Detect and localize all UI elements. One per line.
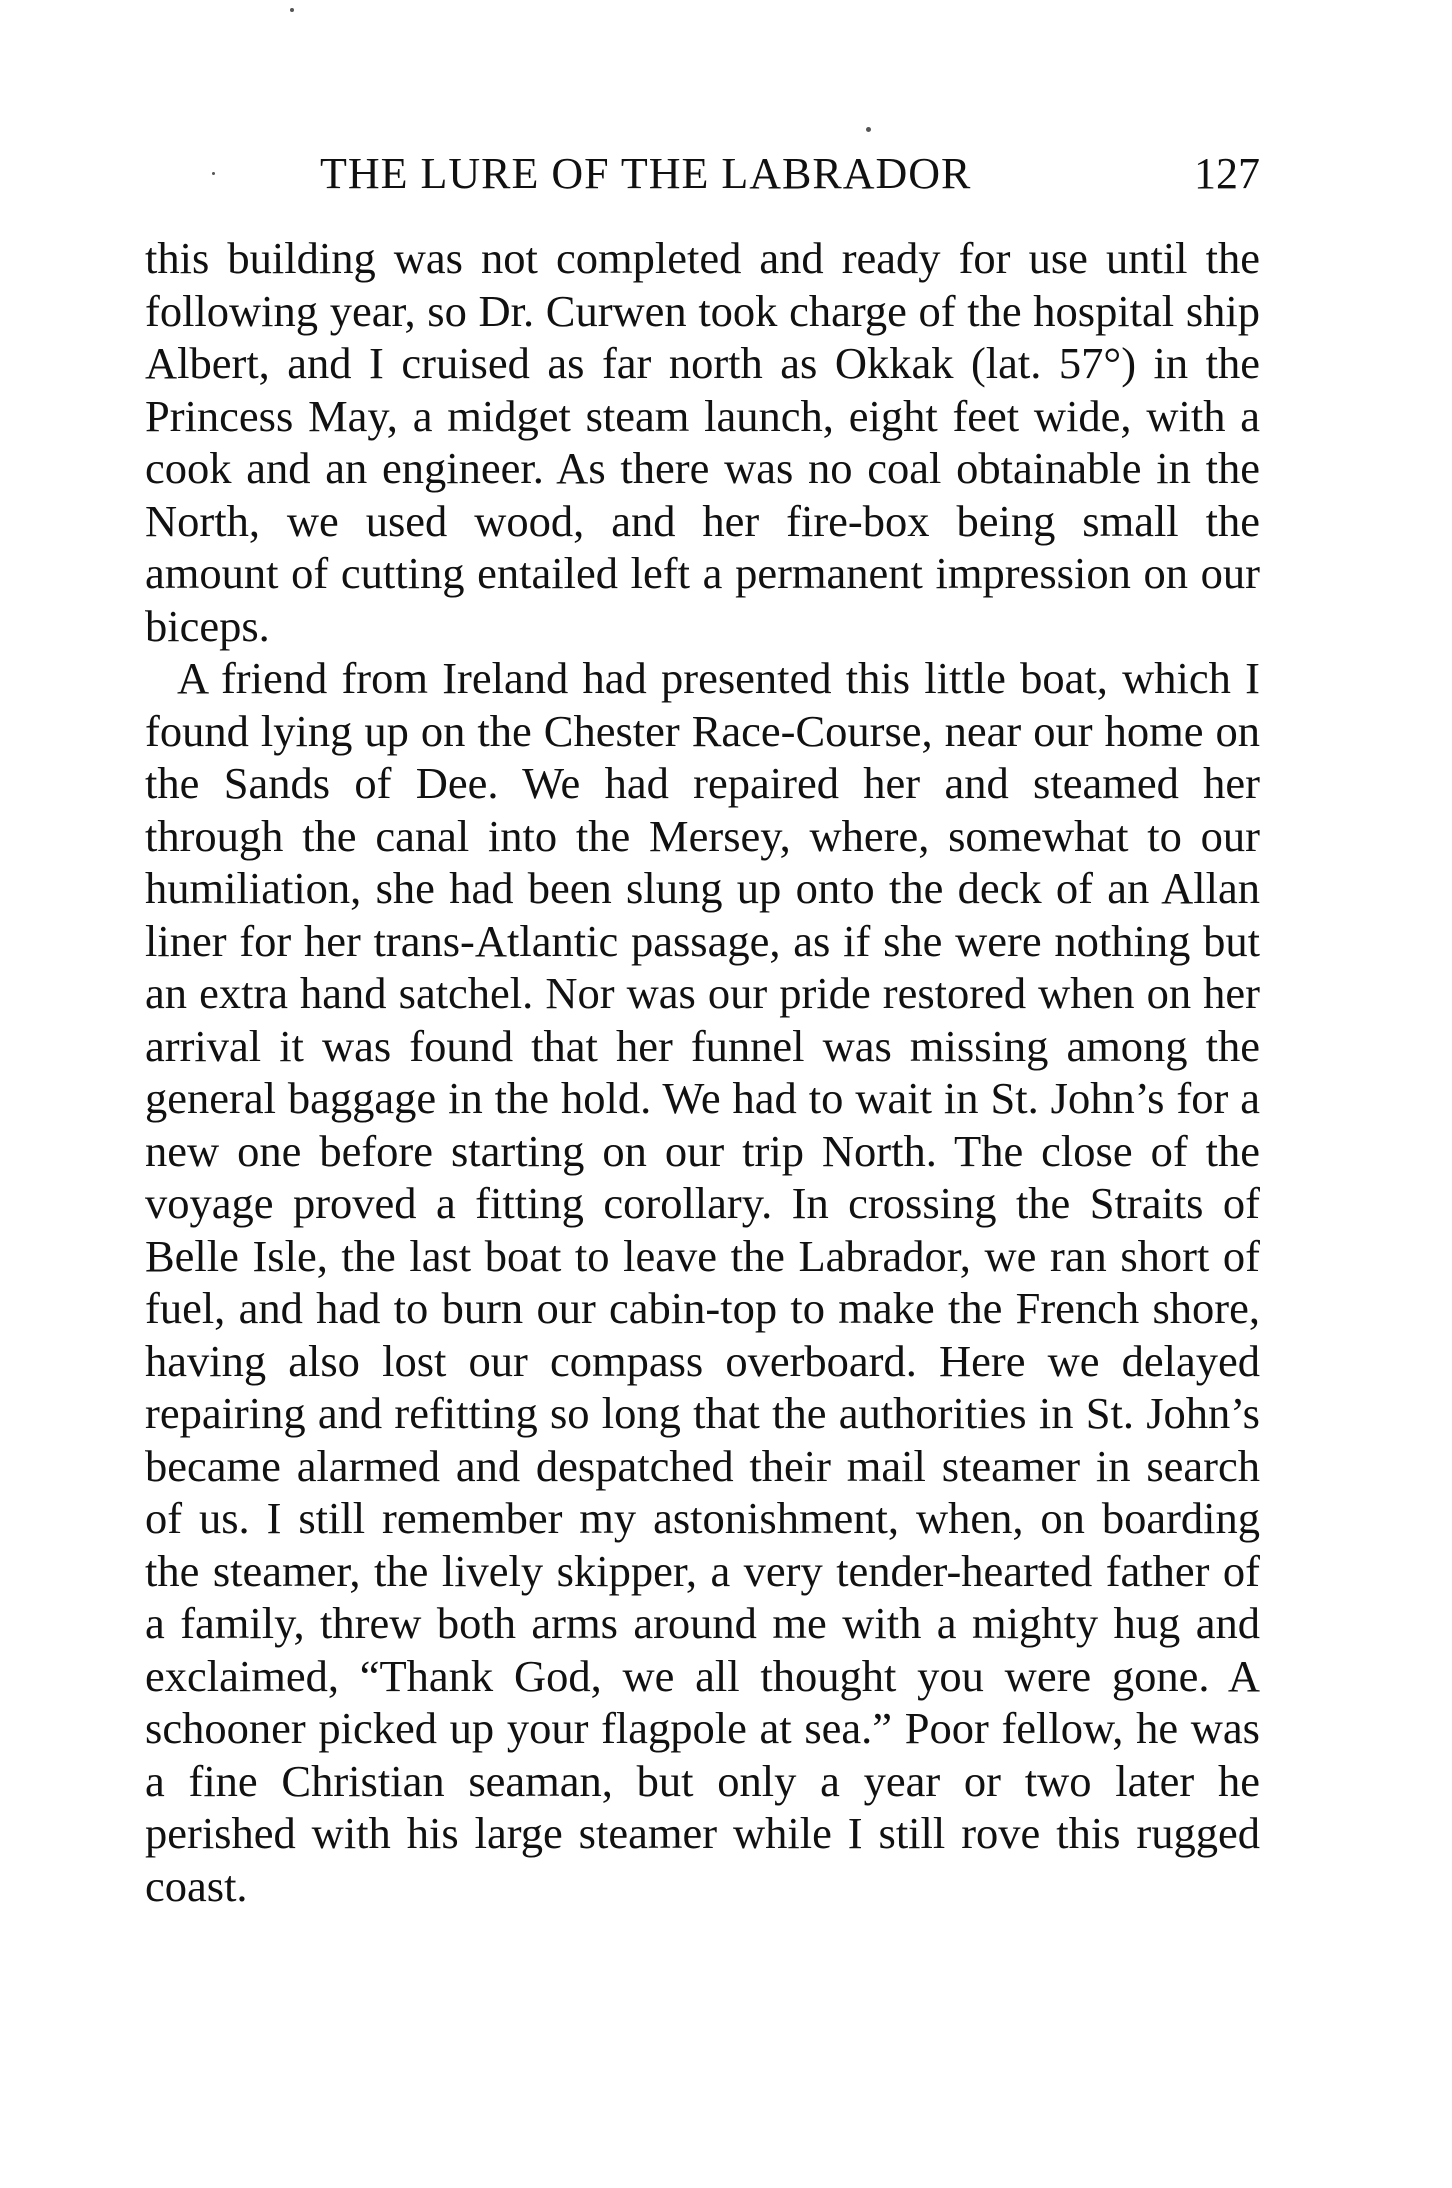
print-speck <box>290 8 294 12</box>
print-speck <box>866 127 871 132</box>
running-title: THE LURE OF THE LABRADOR <box>320 149 972 198</box>
paragraph: A friend from Ireland had presented this little boat, which I found lying up on the Chester Race-Course, near our home on the Sands of Dee. We had repaired her and steamed her through the canal into the Mersey, where, somewhat to our humiliation, she had been slung up onto the deck of an Allan liner for her trans-Atlantic passage, as if she were nothing but an extra hand satchel. Nor was our pride restored when on her arrival it was found that her funnel was missing among the general baggage in the hold. We had to wait in St. John’s for a new one before starting on our trip North. The close of the voyage proved a fitting corollary. In crossing the Straits of Belle Isle, the last boat to leave the Labrador, we ran short of fuel, and had to burn our cabin-top to make the French shore, having also lost our compass overboard. Here we delayed repairing and refitting so long that the authorities in St. John’s became alarmed and despatched their mail steamer in search of us. I still remember my astonishment, when, on boarding the steamer, the lively skipper, a very tender-hearted father of a family, threw both arms around me with a mighty hug and exclaimed, “Thank God, we all thought you were gone. A schooner picked up your flagpole at sea.” Poor fellow, he was a fine Christian seaman, but only a year or two later he perished with his large steamer while I still rove this rugged coast. <box>145 653 1260 1911</box>
paragraph: this building was not completed and ready for use until the following year, so Dr. Curwen took charge of the hospital ship Albert, and I cruised as far north as Okkak (lat. 57°) in the Princess May, a midget steam launch, eight feet wide, with a cook and an engineer. As there was no coal obtainable in the North, we used wood, and her fire-box being small the amount of cutting entailed left a permanent impression on our biceps. <box>145 233 1260 651</box>
running-header <box>145 148 1260 208</box>
body-text <box>145 232 1260 1912</box>
page-number: 127 <box>1194 149 1260 198</box>
